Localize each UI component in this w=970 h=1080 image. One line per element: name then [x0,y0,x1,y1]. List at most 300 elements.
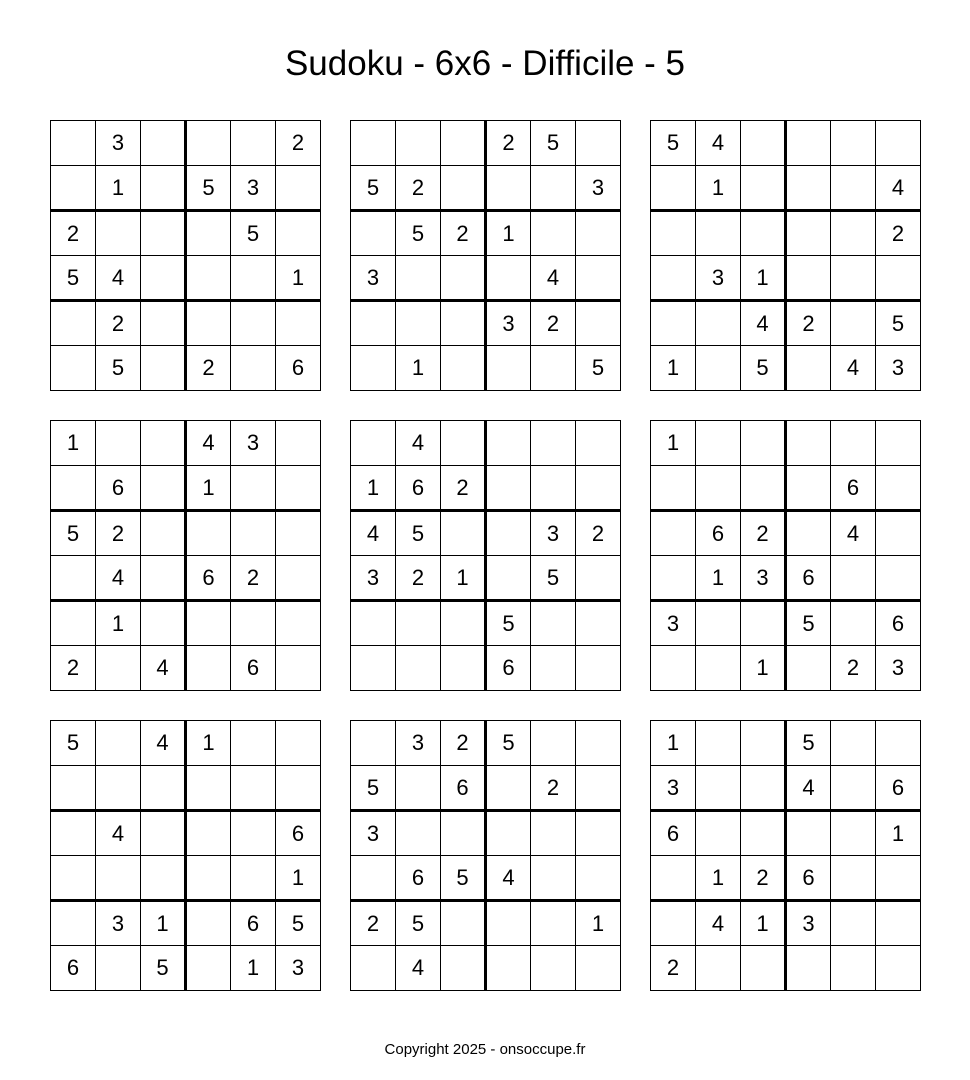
empty-cell[interactable] [276,646,321,691]
empty-cell[interactable] [531,811,576,856]
given-cell: 1 [141,901,186,946]
empty-cell[interactable] [51,901,96,946]
empty-cell[interactable] [786,121,831,166]
grid-row [51,856,321,901]
given-cell: 4 [531,256,576,301]
empty-cell[interactable] [141,421,186,466]
empty-cell[interactable] [486,766,531,811]
empty-cell[interactable] [831,121,876,166]
empty-cell[interactable] [831,946,876,991]
empty-cell[interactable] [351,946,396,991]
given-cell: 6 [486,646,531,691]
empty-cell[interactable] [831,766,876,811]
empty-cell[interactable] [51,856,96,901]
empty-cell[interactable] [351,601,396,646]
empty-cell[interactable] [486,511,531,556]
empty-cell[interactable] [186,256,231,301]
empty-cell[interactable] [786,466,831,511]
empty-cell[interactable] [441,946,486,991]
empty-cell[interactable] [351,421,396,466]
given-cell: 6 [441,766,486,811]
grid-row [351,766,621,811]
empty-cell[interactable] [696,946,741,991]
empty-cell[interactable] [576,211,621,256]
empty-cell[interactable] [741,946,786,991]
empty-cell[interactable] [396,646,441,691]
grid-row [651,301,921,346]
sudoku-grid-4 [50,420,320,690]
grid-row [651,346,921,391]
empty-cell[interactable] [531,166,576,211]
empty-cell[interactable] [786,346,831,391]
empty-cell[interactable] [486,811,531,856]
empty-cell[interactable] [531,856,576,901]
grid-row [51,211,321,256]
empty-cell[interactable] [876,256,921,301]
empty-cell[interactable] [276,421,321,466]
empty-cell[interactable] [141,601,186,646]
empty-cell[interactable] [396,601,441,646]
empty-cell[interactable] [786,211,831,256]
empty-cell[interactable] [576,646,621,691]
empty-cell[interactable] [96,856,141,901]
empty-cell[interactable] [441,346,486,391]
empty-cell[interactable] [576,466,621,511]
empty-cell[interactable] [351,211,396,256]
empty-cell[interactable] [876,556,921,601]
empty-cell[interactable] [441,121,486,166]
empty-cell[interactable] [486,421,531,466]
grid-row [51,346,321,391]
empty-cell[interactable] [876,121,921,166]
given-cell: 4 [141,721,186,766]
empty-cell[interactable] [651,856,696,901]
given-cell: 4 [831,346,876,391]
empty-cell[interactable] [486,946,531,991]
empty-cell[interactable] [231,301,276,346]
empty-cell[interactable] [831,601,876,646]
empty-cell[interactable] [696,301,741,346]
empty-cell[interactable] [576,421,621,466]
grid-row [651,511,921,556]
sudoku-table [650,420,921,691]
sudoku-grid-9 [650,720,920,990]
empty-cell[interactable] [831,301,876,346]
empty-cell[interactable] [351,121,396,166]
given-cell: 6 [651,811,696,856]
page-title: Sudoku - 6x6 - Difficile - 5 [284,44,686,83]
grid-row [51,301,321,346]
given-cell: 3 [786,901,831,946]
given-cell: 1 [231,946,276,991]
empty-cell[interactable] [396,811,441,856]
grid-row [51,721,321,766]
empty-cell[interactable] [276,211,321,256]
empty-cell[interactable] [441,256,486,301]
empty-cell[interactable] [486,166,531,211]
given-cell: 1 [651,421,696,466]
empty-cell[interactable] [831,901,876,946]
empty-cell[interactable] [531,946,576,991]
empty-cell[interactable] [576,946,621,991]
grid-row [51,421,321,466]
empty-cell[interactable] [441,601,486,646]
empty-cell[interactable] [231,601,276,646]
empty-cell[interactable] [576,766,621,811]
empty-cell[interactable] [231,811,276,856]
empty-cell[interactable] [876,466,921,511]
empty-cell[interactable] [231,511,276,556]
grid-row [351,721,621,766]
given-cell: 1 [276,256,321,301]
empty-cell[interactable] [876,901,921,946]
empty-cell[interactable] [96,646,141,691]
empty-cell[interactable] [696,601,741,646]
given-cell: 6 [396,466,441,511]
empty-cell[interactable] [351,301,396,346]
empty-cell[interactable] [696,466,741,511]
empty-cell[interactable] [441,421,486,466]
empty-cell[interactable] [396,121,441,166]
sudoku-table [50,720,321,991]
given-cell: 2 [441,211,486,256]
empty-cell[interactable] [531,421,576,466]
empty-cell[interactable] [651,256,696,301]
given-cell: 3 [96,121,141,166]
empty-cell[interactable] [651,556,696,601]
sudoku-grid-1 [50,120,320,390]
grid-row [351,211,621,256]
empty-cell[interactable] [141,466,186,511]
empty-cell[interactable] [876,421,921,466]
empty-cell[interactable] [576,256,621,301]
given-cell: 2 [186,346,231,391]
empty-cell[interactable] [51,121,96,166]
empty-cell[interactable] [276,601,321,646]
given-cell: 2 [396,166,441,211]
given-cell: 5 [531,556,576,601]
given-cell: 3 [651,601,696,646]
empty-cell[interactable] [831,721,876,766]
empty-cell[interactable] [186,301,231,346]
empty-cell[interactable] [486,901,531,946]
given-cell: 1 [186,466,231,511]
empty-cell[interactable] [396,301,441,346]
empty-cell[interactable] [276,166,321,211]
empty-cell[interactable] [186,646,231,691]
empty-cell[interactable] [141,256,186,301]
given-cell: 5 [576,346,621,391]
empty-cell[interactable] [51,466,96,511]
grid-row [51,601,321,646]
given-cell: 5 [51,721,96,766]
empty-cell[interactable] [141,121,186,166]
empty-cell[interactable] [576,601,621,646]
empty-cell[interactable] [876,946,921,991]
empty-cell[interactable] [786,946,831,991]
empty-cell[interactable] [786,811,831,856]
given-cell: 4 [876,166,921,211]
empty-cell[interactable] [831,421,876,466]
given-cell: 5 [531,121,576,166]
empty-cell[interactable] [186,856,231,901]
grid-row [651,856,921,901]
grid-row [651,166,921,211]
empty-cell[interactable] [831,811,876,856]
empty-cell[interactable] [486,556,531,601]
empty-cell[interactable] [741,166,786,211]
given-cell: 2 [51,211,96,256]
given-cell: 1 [696,856,741,901]
empty-cell[interactable] [231,856,276,901]
empty-cell[interactable] [531,721,576,766]
empty-cell[interactable] [741,601,786,646]
empty-cell[interactable] [831,166,876,211]
empty-cell[interactable] [276,556,321,601]
given-cell: 6 [276,346,321,391]
empty-cell[interactable] [651,646,696,691]
empty-cell[interactable] [651,901,696,946]
empty-cell[interactable] [876,721,921,766]
grid-row [51,121,321,166]
empty-cell[interactable] [576,301,621,346]
empty-cell[interactable] [441,901,486,946]
empty-cell[interactable] [831,856,876,901]
empty-cell[interactable] [576,721,621,766]
given-cell: 5 [396,901,441,946]
given-cell: 2 [396,556,441,601]
empty-cell[interactable] [441,646,486,691]
empty-cell[interactable] [276,766,321,811]
empty-cell[interactable] [531,601,576,646]
empty-cell[interactable] [186,766,231,811]
empty-cell[interactable] [786,511,831,556]
empty-cell[interactable] [276,466,321,511]
given-cell: 5 [486,601,531,646]
grid-row [651,601,921,646]
empty-cell[interactable] [531,646,576,691]
given-cell: 2 [651,946,696,991]
given-cell: 1 [396,346,441,391]
empty-cell[interactable] [141,301,186,346]
given-cell: 2 [741,856,786,901]
given-cell: 2 [231,556,276,601]
given-cell: 6 [186,556,231,601]
empty-cell[interactable] [741,421,786,466]
empty-cell[interactable] [486,466,531,511]
empty-cell[interactable] [786,256,831,301]
empty-cell[interactable] [231,121,276,166]
empty-cell[interactable] [441,511,486,556]
sudoku-table [650,720,921,991]
empty-cell[interactable] [696,766,741,811]
grid-row [651,721,921,766]
empty-cell[interactable] [396,256,441,301]
empty-cell[interactable] [396,766,441,811]
empty-cell[interactable] [831,256,876,301]
given-cell: 5 [396,211,441,256]
empty-cell[interactable] [696,211,741,256]
empty-cell[interactable] [696,721,741,766]
empty-cell[interactable] [531,346,576,391]
given-cell: 6 [396,856,441,901]
empty-cell[interactable] [141,556,186,601]
empty-cell[interactable] [576,556,621,601]
sudoku-grid-7 [50,720,320,990]
empty-cell[interactable] [576,856,621,901]
grid-row [51,811,321,856]
copyright-footer: Copyright 2025 - onsoccupe.fr [384,1041,586,1058]
given-cell: 5 [96,346,141,391]
given-cell: 2 [741,511,786,556]
empty-cell[interactable] [96,946,141,991]
empty-cell[interactable] [51,601,96,646]
empty-cell[interactable] [186,946,231,991]
given-cell: 5 [876,301,921,346]
empty-cell[interactable] [876,856,921,901]
empty-cell[interactable] [141,511,186,556]
empty-cell[interactable] [576,811,621,856]
given-cell: 4 [396,946,441,991]
empty-cell[interactable] [786,421,831,466]
sudoku-table [350,120,621,391]
empty-cell[interactable] [186,211,231,256]
grid-row [351,301,621,346]
empty-cell[interactable] [351,721,396,766]
empty-cell[interactable] [231,256,276,301]
given-cell: 3 [696,256,741,301]
empty-cell[interactable] [486,256,531,301]
given-cell: 3 [876,646,921,691]
empty-cell[interactable] [96,421,141,466]
empty-cell[interactable] [51,166,96,211]
empty-cell[interactable] [351,646,396,691]
empty-cell[interactable] [96,766,141,811]
empty-cell[interactable] [741,121,786,166]
given-cell: 5 [486,721,531,766]
empty-cell[interactable] [276,301,321,346]
given-cell: 3 [396,721,441,766]
empty-cell[interactable] [51,556,96,601]
given-cell: 1 [696,556,741,601]
empty-cell[interactable] [441,166,486,211]
empty-cell[interactable] [531,211,576,256]
empty-cell[interactable] [441,301,486,346]
empty-cell[interactable] [651,211,696,256]
given-cell: 5 [741,346,786,391]
given-cell: 2 [276,121,321,166]
empty-cell[interactable] [651,301,696,346]
empty-cell[interactable] [831,556,876,601]
empty-cell[interactable] [696,811,741,856]
empty-cell[interactable] [531,901,576,946]
empty-cell[interactable] [486,346,531,391]
given-cell: 4 [351,511,396,556]
given-cell: 3 [231,166,276,211]
empty-cell[interactable] [741,211,786,256]
empty-cell[interactable] [51,811,96,856]
given-cell: 5 [651,121,696,166]
empty-cell[interactable] [141,766,186,811]
empty-cell[interactable] [186,601,231,646]
given-cell: 6 [831,466,876,511]
given-cell: 3 [351,811,396,856]
empty-cell[interactable] [231,346,276,391]
empty-cell[interactable] [141,346,186,391]
empty-cell[interactable] [531,466,576,511]
empty-cell[interactable] [141,166,186,211]
given-cell: 6 [51,946,96,991]
empty-cell[interactable] [351,856,396,901]
grid-row [51,466,321,511]
empty-cell[interactable] [651,166,696,211]
empty-cell[interactable] [351,346,396,391]
empty-cell[interactable] [696,346,741,391]
given-cell: 6 [276,811,321,856]
given-cell: 2 [51,646,96,691]
empty-cell[interactable] [786,166,831,211]
empty-cell[interactable] [141,811,186,856]
empty-cell[interactable] [96,211,141,256]
empty-cell[interactable] [741,721,786,766]
empty-cell[interactable] [276,721,321,766]
empty-cell[interactable] [51,766,96,811]
empty-cell[interactable] [741,766,786,811]
empty-cell[interactable] [441,811,486,856]
empty-cell[interactable] [696,421,741,466]
empty-cell[interactable] [141,211,186,256]
given-cell: 2 [351,901,396,946]
given-cell: 2 [531,301,576,346]
empty-cell[interactable] [231,466,276,511]
grid-row [51,511,321,556]
empty-cell[interactable] [576,121,621,166]
empty-cell[interactable] [141,856,186,901]
empty-cell[interactable] [186,121,231,166]
given-cell: 5 [786,601,831,646]
given-cell: 4 [831,511,876,556]
given-cell: 4 [741,301,786,346]
empty-cell[interactable] [186,901,231,946]
given-cell: 3 [651,766,696,811]
grid-row [351,811,621,856]
empty-cell[interactable] [186,511,231,556]
empty-cell[interactable] [231,721,276,766]
grid-row [351,646,621,691]
empty-cell[interactable] [231,766,276,811]
grid-row [51,646,321,691]
empty-cell[interactable] [96,721,141,766]
empty-cell[interactable] [696,646,741,691]
empty-cell[interactable] [786,646,831,691]
given-cell: 3 [351,556,396,601]
given-cell: 5 [51,511,96,556]
given-cell: 1 [696,166,741,211]
empty-cell[interactable] [741,811,786,856]
empty-cell[interactable] [51,301,96,346]
empty-cell[interactable] [276,511,321,556]
empty-cell[interactable] [186,811,231,856]
empty-cell[interactable] [831,211,876,256]
empty-cell[interactable] [651,466,696,511]
empty-cell[interactable] [741,466,786,511]
empty-cell[interactable] [51,346,96,391]
empty-cell[interactable] [651,511,696,556]
given-cell: 5 [786,721,831,766]
given-cell: 6 [96,466,141,511]
grid-row [51,946,321,991]
empty-cell[interactable] [876,511,921,556]
